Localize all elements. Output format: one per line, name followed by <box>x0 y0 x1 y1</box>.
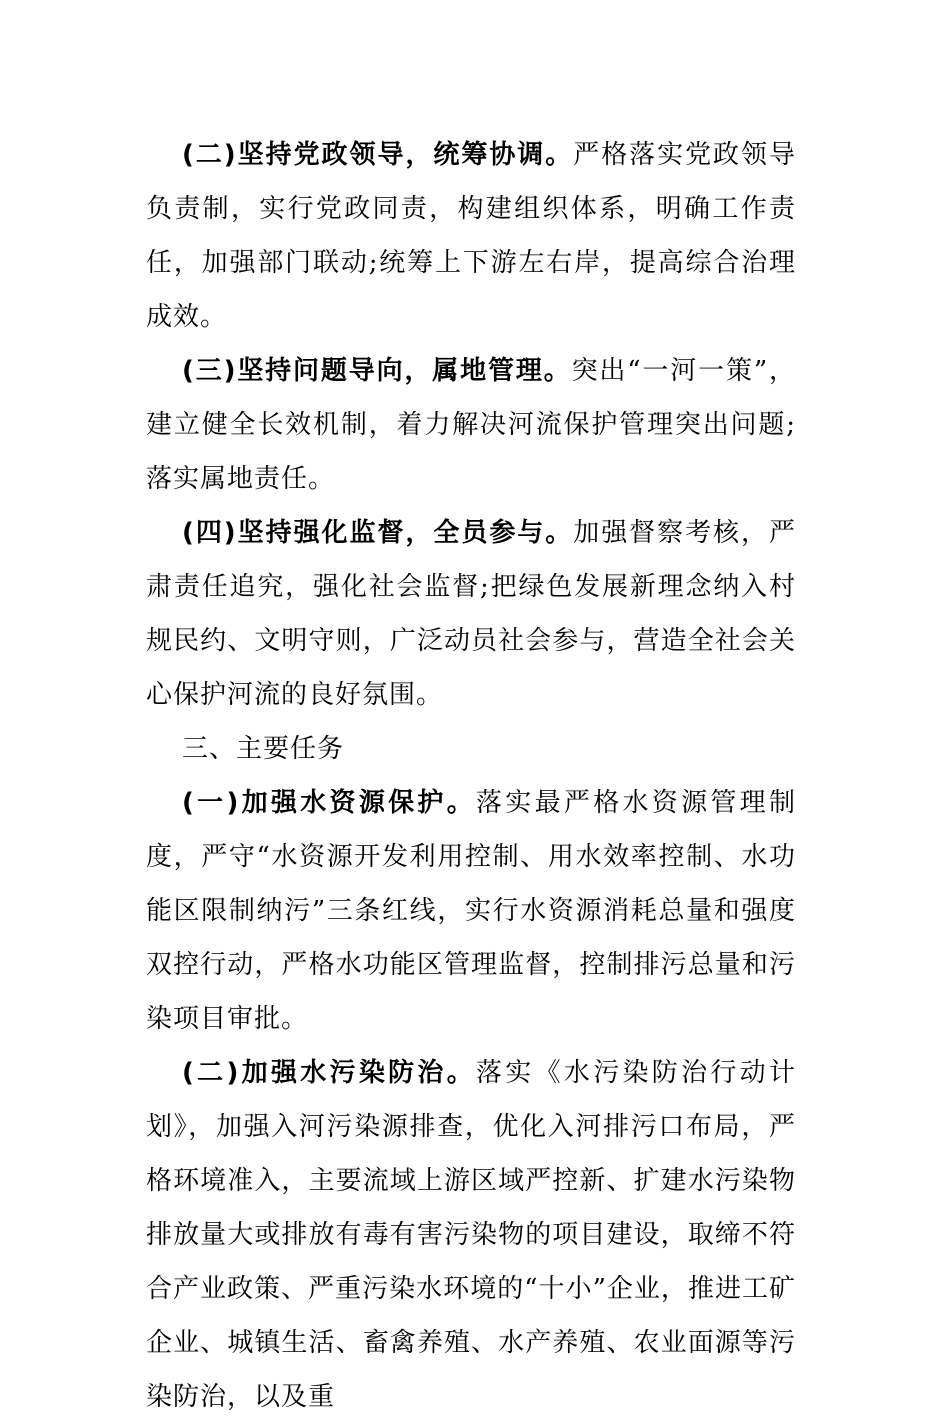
section-heading-main-tasks <box>146 722 796 776</box>
paragraph-text: 加强督察考核，严肃责任追究，强化社会监督;把绿色发展新理念纳入村规民约、文明守则，广泛动员社会参与，营造全社会关心保护河流的良好氛围。 <box>146 518 796 710</box>
paragraph-task-2 <box>146 1046 796 1424</box>
paragraph-lead: (二)坚持党政领导，统筹协调。 <box>182 140 574 170</box>
paragraph-text: 突出“一河一策”，建立健全长效机制，着力解决河流保护管理突出问题;落实属地责任。 <box>146 356 796 494</box>
paragraph-principle-3 <box>146 344 796 506</box>
paragraph-lead: (二)加强水污染防治。 <box>182 1058 477 1088</box>
paragraph-text: 落实《水污染防治行动计划》，加强入河污染源排查，优化入河排污口布局，严格环境准入，主要流域上游区域严控新、扩建水污染物排放量大或排放有毒有害污染物的项目建设，取缔不符合产业政策、严重污染水环境的“十小”企业，推进工矿企业、城镇生活、畜禽养殖、水产养殖、农业面源等污染防治，以及重 <box>146 1058 796 1412</box>
paragraph-principle-2 <box>146 128 796 344</box>
paragraph-task-1 <box>146 776 796 1046</box>
paragraph-text: 严格落实党政领导负责制，实行党政同责，构建组织体系，明确工作责任，加强部门联动;统筹上下游左右岸，提高综合治理成效。 <box>146 140 796 332</box>
paragraph-text: 落实最严格水资源管理制度，严守“水资源开发利用控制、用水效率控制、水功能区限制纳污”三条红线，实行水资源消耗总量和强度双控行动，严格水功能区管理监督，控制排污总量和污染项目审批。 <box>146 788 796 1034</box>
paragraph-lead: (一)加强水资源保护。 <box>182 788 477 818</box>
paragraph-lead: (三)坚持问题导向，属地管理。 <box>182 356 572 386</box>
section-heading-text: 三、主要任务 <box>182 734 345 764</box>
document-body <box>146 128 796 1424</box>
paragraph-principle-4 <box>146 506 796 722</box>
paragraph-lead: (四)坚持强化监督，全员参与。 <box>182 518 574 548</box>
